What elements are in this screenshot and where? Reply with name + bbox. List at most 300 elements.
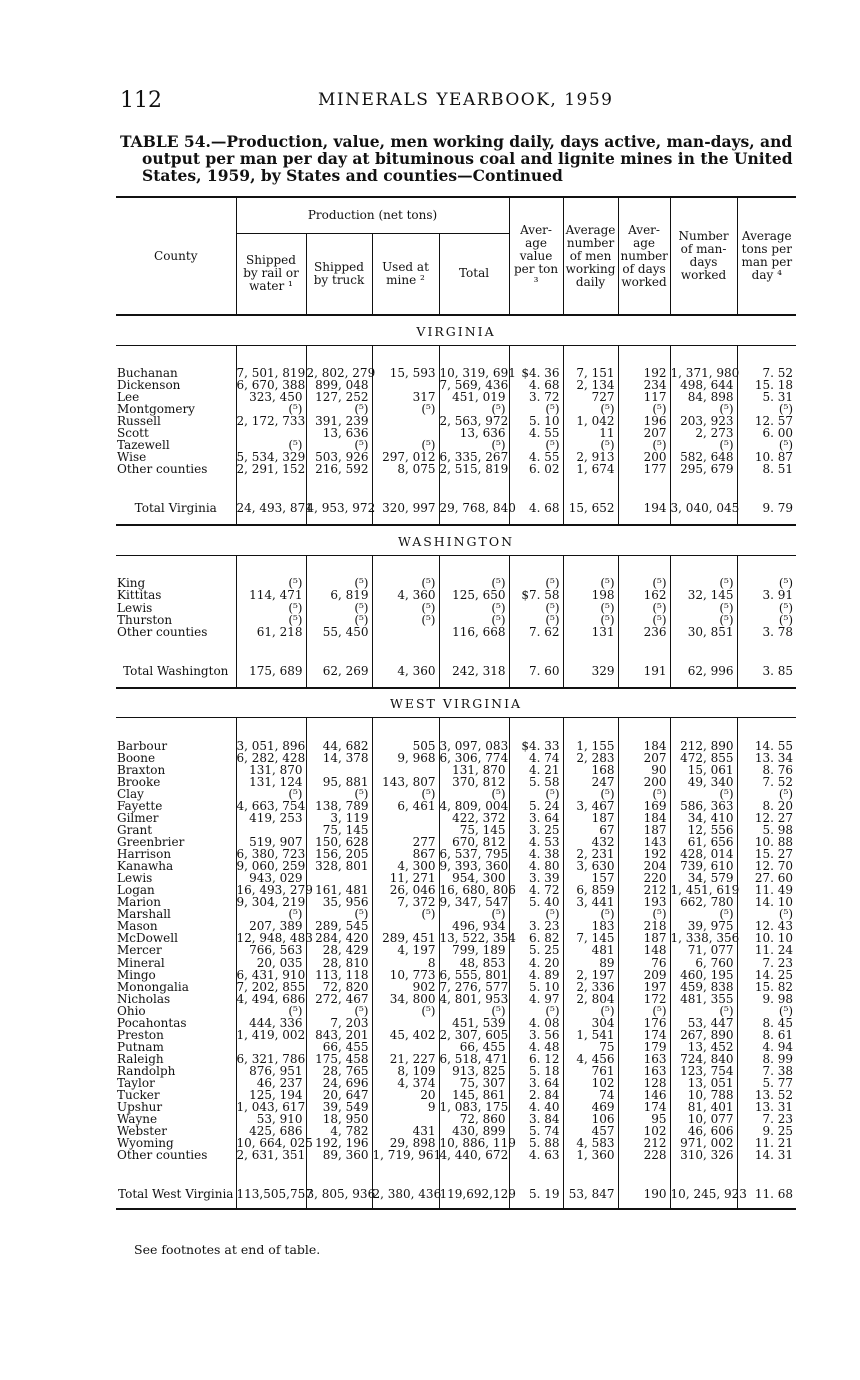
table-row [116,415,796,427]
table-cell: 123, 754 [670,1065,737,1077]
spacer-cell [116,1201,236,1209]
table-cell: 145, 861 [439,1089,509,1101]
spacer-cell [670,555,737,577]
table-cell: 12. 70 [737,860,796,872]
table-row [116,1017,796,1029]
table-cell: 2, 291, 152 [236,462,306,477]
table-cell: 175, 458 [306,1053,372,1065]
table-cell: 5. 77 [737,1077,796,1089]
total-cell: 9. 79 [737,475,796,515]
table-cell: 207 [618,752,670,764]
table-cell: 7, 569, 436 [439,378,509,393]
table-cell: 7, 145 [563,932,618,944]
table-cell: 14. 55 [737,740,796,752]
table-cell: 943, 029 [236,872,306,884]
spacer-cell [439,678,509,688]
table-cell: 5. 24 [509,800,563,812]
table-cell: (⁵) [306,577,372,589]
table-cell: 1, 360 [563,1149,618,1161]
table-cell: 9, 968 [372,752,439,764]
table-cell: 24, 696 [306,1077,372,1089]
total-cell: 53, 847 [563,1161,618,1201]
table-cell: 761 [563,1065,618,1077]
table-cell: 196 [618,415,670,427]
total-cell: 4. 68 [509,475,563,515]
page-number: 112 [120,88,162,113]
county-name: Russell [117,414,161,429]
table-cell: (⁵) [439,908,509,920]
header-avg-days: Average number of days worked [618,197,670,315]
total-cell: 11. 68 [737,1161,796,1201]
table-cell: 6, 461 [372,800,439,812]
table-cell: 1, 541 [563,1029,618,1041]
running-head: MINERALS YEARBOOK, 1959 [318,90,614,110]
table-row [116,776,796,788]
total-cell: 194 [618,475,670,515]
table-cell: 179 [618,1041,670,1053]
total-cell: 29, 768, 840 [439,475,509,515]
county-name: Thurston [117,612,173,627]
spacer-cell [116,718,236,740]
table-cell: 20 [372,1089,439,1101]
county-name: McDowell [117,931,178,946]
table-cell: 174 [618,1029,670,1041]
table-cell: 21, 227 [372,1053,439,1065]
table-cell: 81, 401 [670,1101,737,1113]
table-cell: 277 [372,836,439,848]
county-name: Ohio [117,1003,146,1018]
table-cell: 4. 20 [509,957,563,969]
table-cell: 6, 819 [306,589,372,601]
table-cell: 5. 40 [509,896,563,908]
table-cell: 4. 55 [509,427,563,439]
table-cell: 10. 88 [737,836,796,848]
table-cell: 7. 52 [737,776,796,788]
table-cell: 1, 674 [563,463,618,475]
total-cell: 190 [618,1161,670,1201]
table-cell: 5. 31 [737,391,796,403]
table-cell: (⁵) [372,908,439,920]
table-cell: 9. 98 [737,993,796,1005]
spacer-row [116,345,796,367]
spacer-row [116,718,796,740]
table-cell: (⁵) [563,439,618,451]
table-cell: 4. 80 [509,860,563,872]
table-cell: 6, 282, 428 [236,750,306,765]
table-cell: 2, 804 [563,993,618,1005]
table-cell: 899, 048 [306,379,372,391]
table-cell: 26, 046 [372,884,439,896]
county-name: Marshall [117,907,171,922]
table-cell: 131, 870 [236,764,306,776]
table-cell: (⁵) [618,788,670,800]
table-cell: 7. 62 [509,626,563,638]
county-name: Greenbrier [117,835,185,850]
table-cell: 505 [372,740,439,752]
table-cell: 5. 10 [509,981,563,993]
table-cell: 9 [372,1101,439,1113]
table-cell: 216, 592 [306,463,372,475]
table-cell: 66, 455 [439,1041,509,1053]
table-cell: 161, 481 [306,884,372,896]
section-header-row [116,525,796,555]
table-cell: 7, 203 [306,1017,372,1029]
total-label: Total Washington [123,663,229,678]
county-name: Logan [117,883,155,898]
table-cell: 247 [563,776,618,788]
table-cell: (⁵) [509,602,563,614]
table-body [116,315,796,1209]
header-avg-men: Average number of men working daily [563,197,618,315]
table-cell: 1, 155 [563,740,618,752]
table-cell: 200 [618,451,670,463]
table-cell: 46, 237 [236,1077,306,1089]
table-cell: 954, 300 [439,872,509,884]
table-cell: $4. 33 [509,740,563,752]
table-cell: 9. 25 [737,1125,796,1137]
spacer-cell [306,1201,372,1209]
table-cell: 9, 347, 547 [439,895,509,910]
spacer-cell [618,555,670,577]
table-cell: 971, 002 [670,1137,737,1149]
total-cell: 3, 040, 045 [670,475,737,515]
table-row [116,944,796,956]
table-cell: 481, 355 [670,993,737,1005]
table-cell: 4, 197 [372,944,439,956]
table-cell: (⁵) [670,577,737,589]
table-cell: 469 [563,1101,618,1113]
table-cell: (⁵) [737,602,796,614]
table-cell: 143, 807 [372,776,439,788]
spacer-cell [372,718,439,740]
table-cell: 61, 218 [236,626,306,638]
table-cell: 5, 534, 329 [236,450,306,465]
table-cell: 1, 451, 619 [670,883,740,898]
county-name: Lewis [117,871,153,886]
spacer-cell [236,515,306,525]
table-cell: 496, 934 [439,920,509,932]
table-cell: 5. 18 [509,1065,563,1077]
table-cell: 193 [618,896,670,908]
table-cell: 113, 118 [306,969,372,981]
table-cell: 66, 455 [306,1041,372,1053]
table-cell: 799, 189 [439,944,509,956]
spacer-cell [509,515,563,525]
spacer-cell [509,345,563,367]
spacer-cell [116,555,236,577]
table-cell: 8, 075 [372,463,439,475]
table-cell: 1, 719, 961 [372,1148,442,1163]
spacer-cell [670,515,737,525]
total-cell: 10, 245, 923 [670,1161,737,1201]
table-cell: 12. 57 [737,415,796,427]
spacer-cell [116,515,236,525]
table-cell: 39, 975 [670,920,737,932]
table-cell: 34, 800 [372,993,439,1005]
spacer-cell [439,718,509,740]
county-name: Gilmer [117,810,159,825]
table-cell: 138, 789 [306,800,372,812]
spacer-cell [372,515,439,525]
total-cell: 3. 85 [737,638,796,678]
table-cell: 74 [563,1089,618,1101]
table-cell: 457 [563,1125,618,1137]
table-cell: 11, 271 [372,872,439,884]
table-cell: 4. 63 [509,1149,563,1161]
table-cell: 10, 788 [670,1089,737,1101]
county-name: Harrison [117,847,172,862]
table-cell: 422, 372 [439,812,509,824]
table-cell: $4. 36 [509,367,563,379]
footnote: See footnotes at end of table. [134,1242,321,1257]
table-cell: 3, 441 [563,896,618,908]
table-cell [372,415,439,427]
table-cell: 3, 119 [306,812,372,824]
spacer-row [116,515,796,525]
table-cell: 28, 810 [306,957,372,969]
table-cell: 8, 109 [372,1065,439,1077]
table-cell: 13. 52 [737,1089,796,1101]
header-shipped-rail: Shipped by rail or water ¹ [236,233,306,315]
table-cell: 4. 72 [509,884,563,896]
table-cell: (⁵) [439,1005,509,1017]
table-cell: 114, 471 [236,589,306,601]
table-cell: 71, 077 [670,944,737,956]
table-cell: 12. 27 [737,812,796,824]
table-cell: 3. 64 [509,1077,563,1089]
spacer-cell [509,678,563,688]
table-cell: 2, 336 [563,981,618,993]
spacer-cell [737,515,796,525]
total-cell: 62, 996 [670,638,737,678]
table-cell: 192 [618,848,670,860]
county-name: Braxton [117,762,166,777]
table-row [116,957,796,969]
table-cell: 6. 00 [737,427,796,439]
table-cell: 7, 372 [372,896,439,908]
county-name: Upshur [117,1100,163,1115]
table-cell: 370, 812 [439,776,509,788]
table-cell: 198 [563,589,618,601]
table-row [116,896,796,908]
header-total: Total [439,233,509,315]
table-cell: 12. 43 [737,920,796,932]
header-production-group: Production (net tons) [236,197,509,233]
spacer-cell [618,515,670,525]
table-cell: 902 [372,981,439,993]
table-cell: 168 [563,764,618,776]
spacer-cell [116,345,236,367]
table-cell: (⁵) [509,1005,563,1017]
table-cell: 481 [563,944,618,956]
table-cell: 10, 319, 691 [439,366,516,380]
table-cell: 7, 276, 577 [439,979,509,994]
table-cell: 7, 501, 819 [236,366,306,380]
county-name: Randolph [117,1063,176,1078]
table-cell: 432 [563,836,618,848]
table-row [116,427,796,439]
county-name: Lewis [117,600,153,615]
total-cell: 2, 380, 436 [372,1161,439,1201]
table-cell: 34, 410 [670,812,737,824]
table-cell: 284, 420 [306,932,372,944]
table-row [116,764,796,776]
table-cell: 117 [618,391,670,403]
spacer-cell [737,1201,796,1209]
total-cell: 7. 60 [509,638,563,678]
table-cell: 519, 907 [236,836,306,848]
table-cell: 913, 825 [439,1065,509,1077]
spacer-cell [306,555,372,577]
table-cell: 67 [563,824,618,836]
total-cell: 191 [618,638,670,678]
spacer-cell [670,345,737,367]
table-cell: (⁵) [306,1005,372,1017]
table-cell: 2, 563, 972 [439,414,509,429]
table-cell: (⁵) [563,1005,618,1017]
table-cell: (⁵) [618,602,670,614]
table-cell: 766, 563 [236,944,306,956]
table-cell: 6, 306, 774 [439,750,509,765]
county-name: Montgomery [117,402,195,417]
county-name: Mingo [117,967,156,982]
table-cell: (⁵) [236,908,306,920]
header-avg-value: Average value per ton ³ [509,197,563,315]
table-cell: 200 [618,776,670,788]
total-label: Total West Virginia [118,1187,234,1202]
table-cell: 39, 549 [306,1101,372,1113]
table-cell: 125, 650 [439,589,509,601]
table-cell: 5. 74 [509,1125,563,1137]
table-cell: 7. 52 [737,367,796,379]
table-cell: (⁵) [737,403,796,415]
table-cell: 430, 899 [439,1125,509,1137]
table-cell: 8. 20 [737,800,796,812]
total-cell: 24, 493, 871 [236,475,306,515]
spacer-cell [116,678,236,688]
table-cell: 176 [618,1017,670,1029]
table-cell: (⁵) [563,908,618,920]
table-cell: (⁵) [670,1005,737,1017]
table-cell: 187 [563,812,618,824]
table-cell: 75, 145 [439,824,509,836]
table-cell: 209 [618,969,670,981]
table-cell: 16, 680, 806 [439,883,516,898]
table-cell: 197 [618,981,670,993]
table-cell: 89 [563,957,618,969]
county-name: Preston [117,1027,164,1042]
table-cell: 13, 636 [439,427,509,439]
table-cell: (⁵) [509,908,563,920]
county-name: Mineral [117,955,165,970]
table-cell: (⁵) [737,614,796,626]
table-cell: (⁵) [306,788,372,800]
county-name: Wyoming [117,1136,174,1151]
spacer-row [116,555,796,577]
table-cell: 28, 765 [306,1065,372,1077]
table-cell: 11 [563,427,618,439]
table-cell: 14, 378 [306,752,372,764]
table-cell: 323, 450 [236,391,306,403]
table-cell: 75 [563,1041,618,1053]
spacer-cell [236,345,306,367]
table-row [116,981,796,993]
table-cell: (⁵) [563,403,618,415]
table-cell: 15, 593 [372,367,439,379]
table-cell: 13. 31 [737,1101,796,1113]
county-name: Grant [117,822,153,837]
table-cell: (⁵) [618,403,670,415]
table-cell: 6, 518, 471 [439,1051,509,1066]
table-cell: 419, 253 [236,812,306,824]
table-cell: 3. 56 [509,1029,563,1041]
table-cell: 143 [618,836,670,848]
table-cell: 4, 801, 953 [439,991,509,1006]
table-cell: 13, 636 [306,427,372,439]
caption-line: TABLE 54.—Production, value, men working daily, days active, man-days, and [120,132,793,151]
table-cell: 4. 38 [509,848,563,860]
table-cell: 5. 25 [509,944,563,956]
total-label: Total Virginia [134,501,217,516]
spacer-cell [509,555,563,577]
table-cell: 391, 239 [306,415,372,427]
table-cell: 6, 321, 786 [236,1051,306,1066]
table-cell: 11. 24 [737,944,796,956]
total-row [116,475,796,515]
table-row [116,463,796,475]
table-cell: 89, 360 [306,1149,372,1161]
table-cell: 2, 515, 819 [439,462,509,477]
table-cell: 20, 647 [306,1089,372,1101]
table-cell: 128 [618,1077,670,1089]
county-name: Dickenson [117,378,181,393]
spacer-cell [563,555,618,577]
table-row [116,752,796,764]
table-cell: 1, 419, 002 [236,1027,306,1042]
table-cell: 8. 61 [737,1029,796,1041]
table-cell: 53, 910 [236,1113,306,1125]
table-row [116,602,796,614]
table-cell: 9, 060, 259 [236,859,306,874]
total-cell: 62, 269 [306,638,372,678]
table-cell: 3. 72 [509,391,563,403]
table-cell: 5. 88 [509,1137,563,1149]
table-cell: (⁵) [439,602,509,614]
header-used-at-mine: Used at mine ² [372,233,439,315]
table-cell [372,1017,439,1029]
table-cell: 212 [618,1137,670,1149]
table-cell: 8. 76 [737,764,796,776]
table-cell: (⁵) [236,403,306,415]
table-cell: (⁵) [372,614,439,626]
table-cell [372,812,439,824]
table-cell: 4, 583 [563,1137,618,1149]
table-cell: 1, 042 [563,415,618,427]
table-cell: (⁵) [236,788,306,800]
table-cell: (⁵) [236,614,306,626]
table-cell: 6, 859 [563,884,618,896]
spacer-cell [563,678,618,688]
total-cell: 4, 953, 972 [306,475,372,515]
total-row [116,638,796,678]
table-cell: (⁵) [306,614,372,626]
table-cell: (⁵) [670,403,737,415]
table-cell: 55, 450 [306,626,372,638]
county-name: Other counties [117,624,208,639]
spacer-cell [563,345,618,367]
spacer-cell [236,718,306,740]
spacer-cell [563,1201,618,1209]
